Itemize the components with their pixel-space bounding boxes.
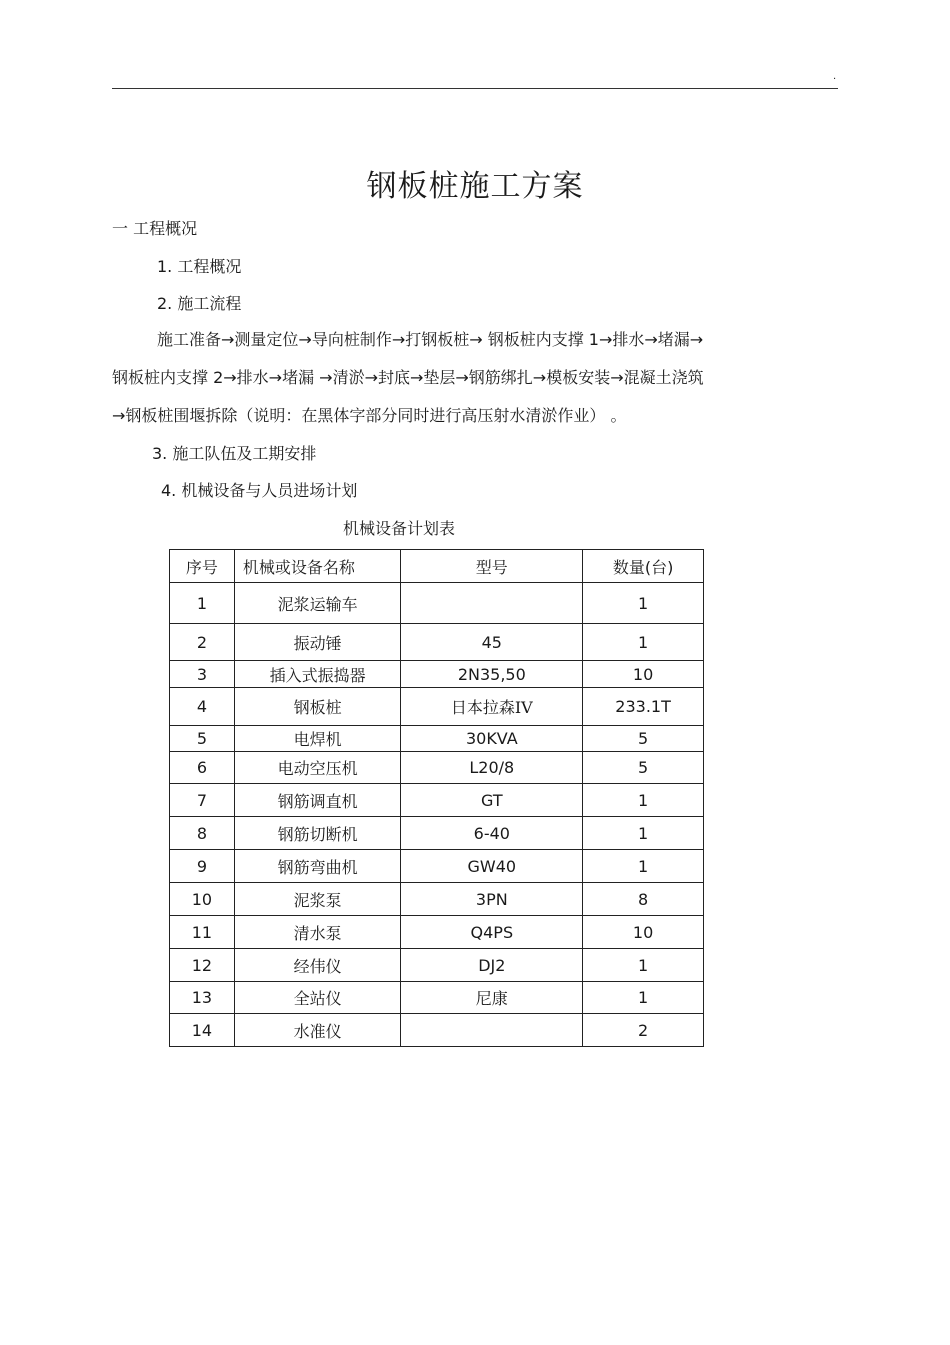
document-title: 钢板桩施工方案 xyxy=(366,169,584,204)
cell-no: 14 xyxy=(170,1014,235,1047)
cell-name: 清水泵 xyxy=(234,916,401,949)
cell-no: 12 xyxy=(170,949,235,982)
cell-name: 经伟仪 xyxy=(234,949,401,982)
cell-model: GT xyxy=(401,784,583,817)
cell-model: 3PN xyxy=(401,883,583,916)
cell-no: 7 xyxy=(170,784,235,817)
cell-model: GW40 xyxy=(401,850,583,883)
table-row xyxy=(170,982,704,1014)
header-mark: . xyxy=(833,71,837,82)
table-row xyxy=(170,1014,704,1047)
cell-model: Q4PS xyxy=(401,916,583,949)
cell-model: L20/8 xyxy=(401,752,583,784)
table-row xyxy=(170,817,704,850)
cell-qty: 5 xyxy=(583,726,704,752)
table-row xyxy=(170,688,704,726)
cell-qty: 2 xyxy=(583,1014,704,1047)
flow-line: 钢板桩内支撑 2→排水→堵漏 →清淤→封底→垫层→钢筋绑扎→模板安装→混凝土浇筑 xyxy=(112,368,704,387)
section-heading-overview: 一 工程概况 xyxy=(112,219,198,238)
cell-no: 10 xyxy=(170,883,235,916)
cell-model: 2N35,50 xyxy=(401,661,583,688)
item-construction-flow: 2. 施工流程 xyxy=(157,294,242,313)
cell-qty: 10 xyxy=(583,916,704,949)
flow-line: →钢板桩围堰拆除（说明：在黑体字部分同时进行高压射水清淤作业） 。 xyxy=(112,406,627,425)
table-row xyxy=(170,752,704,784)
cell-qty: 8 xyxy=(583,883,704,916)
cell-name: 水准仪 xyxy=(234,1014,401,1047)
header-cell-name: 机械或设备名称 xyxy=(234,550,401,583)
cell-name: 插入式振捣器 xyxy=(234,661,401,688)
cell-no: 5 xyxy=(170,726,235,752)
table-row xyxy=(170,661,704,688)
item-equipment-plan: 4. 机械设备与人员进场计划 xyxy=(161,481,358,500)
cell-qty: 1 xyxy=(583,817,704,850)
cell-name: 电焊机 xyxy=(234,726,401,752)
cell-model: 日本拉森IV xyxy=(401,688,583,726)
table-caption: 机械设备计划表 xyxy=(343,519,456,538)
cell-qty: 1 xyxy=(583,850,704,883)
table-row xyxy=(170,784,704,817)
cell-qty: 1 xyxy=(583,624,704,661)
cell-qty: 233.1T xyxy=(583,688,704,726)
header-cell-model: 型号 xyxy=(401,550,583,583)
cell-no: 8 xyxy=(170,817,235,850)
cell-no: 4 xyxy=(170,688,235,726)
cell-model: 30KVA xyxy=(401,726,583,752)
cell-name: 振动锤 xyxy=(234,624,401,661)
cell-model: DJ2 xyxy=(401,949,583,982)
cell-model xyxy=(401,583,583,624)
cell-no: 9 xyxy=(170,850,235,883)
cell-name: 钢筋切断机 xyxy=(234,817,401,850)
table-row xyxy=(170,916,704,949)
table-row xyxy=(170,583,704,624)
cell-name: 钢板桩 xyxy=(234,688,401,726)
cell-name: 钢筋调直机 xyxy=(234,784,401,817)
cell-name: 钢筋弯曲机 xyxy=(234,850,401,883)
cell-model: 尼康 xyxy=(401,982,583,1014)
cell-qty: 1 xyxy=(583,982,704,1014)
item-team-schedule: 3. 施工队伍及工期安排 xyxy=(152,444,317,463)
equipment-table xyxy=(169,549,704,1047)
header-rule xyxy=(112,88,838,89)
cell-name: 全站仪 xyxy=(234,982,401,1014)
header-cell-no: 序号 xyxy=(170,550,235,583)
cell-qty: 1 xyxy=(583,583,704,624)
cell-qty: 5 xyxy=(583,752,704,784)
cell-no: 2 xyxy=(170,624,235,661)
table-row xyxy=(170,883,704,916)
cell-no: 13 xyxy=(170,982,235,1014)
cell-qty: 1 xyxy=(583,784,704,817)
cell-no: 1 xyxy=(170,583,235,624)
cell-qty: 10 xyxy=(583,661,704,688)
cell-no: 3 xyxy=(170,661,235,688)
table-row xyxy=(170,624,704,661)
flow-line: 施工准备→测量定位→导向桩制作→打钢板桩→ 钢板桩内支撑 1→排水→堵漏→ xyxy=(157,330,704,349)
cell-name: 电动空压机 xyxy=(234,752,401,784)
cell-name: 泥浆运输车 xyxy=(234,583,401,624)
cell-no: 11 xyxy=(170,916,235,949)
cell-model: 6-40 xyxy=(401,817,583,850)
table-header-row xyxy=(170,550,704,583)
cell-model: 45 xyxy=(401,624,583,661)
cell-qty: 1 xyxy=(583,949,704,982)
cell-name: 泥浆泵 xyxy=(234,883,401,916)
table-row xyxy=(170,949,704,982)
header-cell-qty: 数量(台) xyxy=(583,550,704,583)
table-row xyxy=(170,850,704,883)
cell-no: 6 xyxy=(170,752,235,784)
cell-model xyxy=(401,1014,583,1047)
item-project-overview: 1. 工程概况 xyxy=(157,257,242,276)
table-row xyxy=(170,726,704,752)
